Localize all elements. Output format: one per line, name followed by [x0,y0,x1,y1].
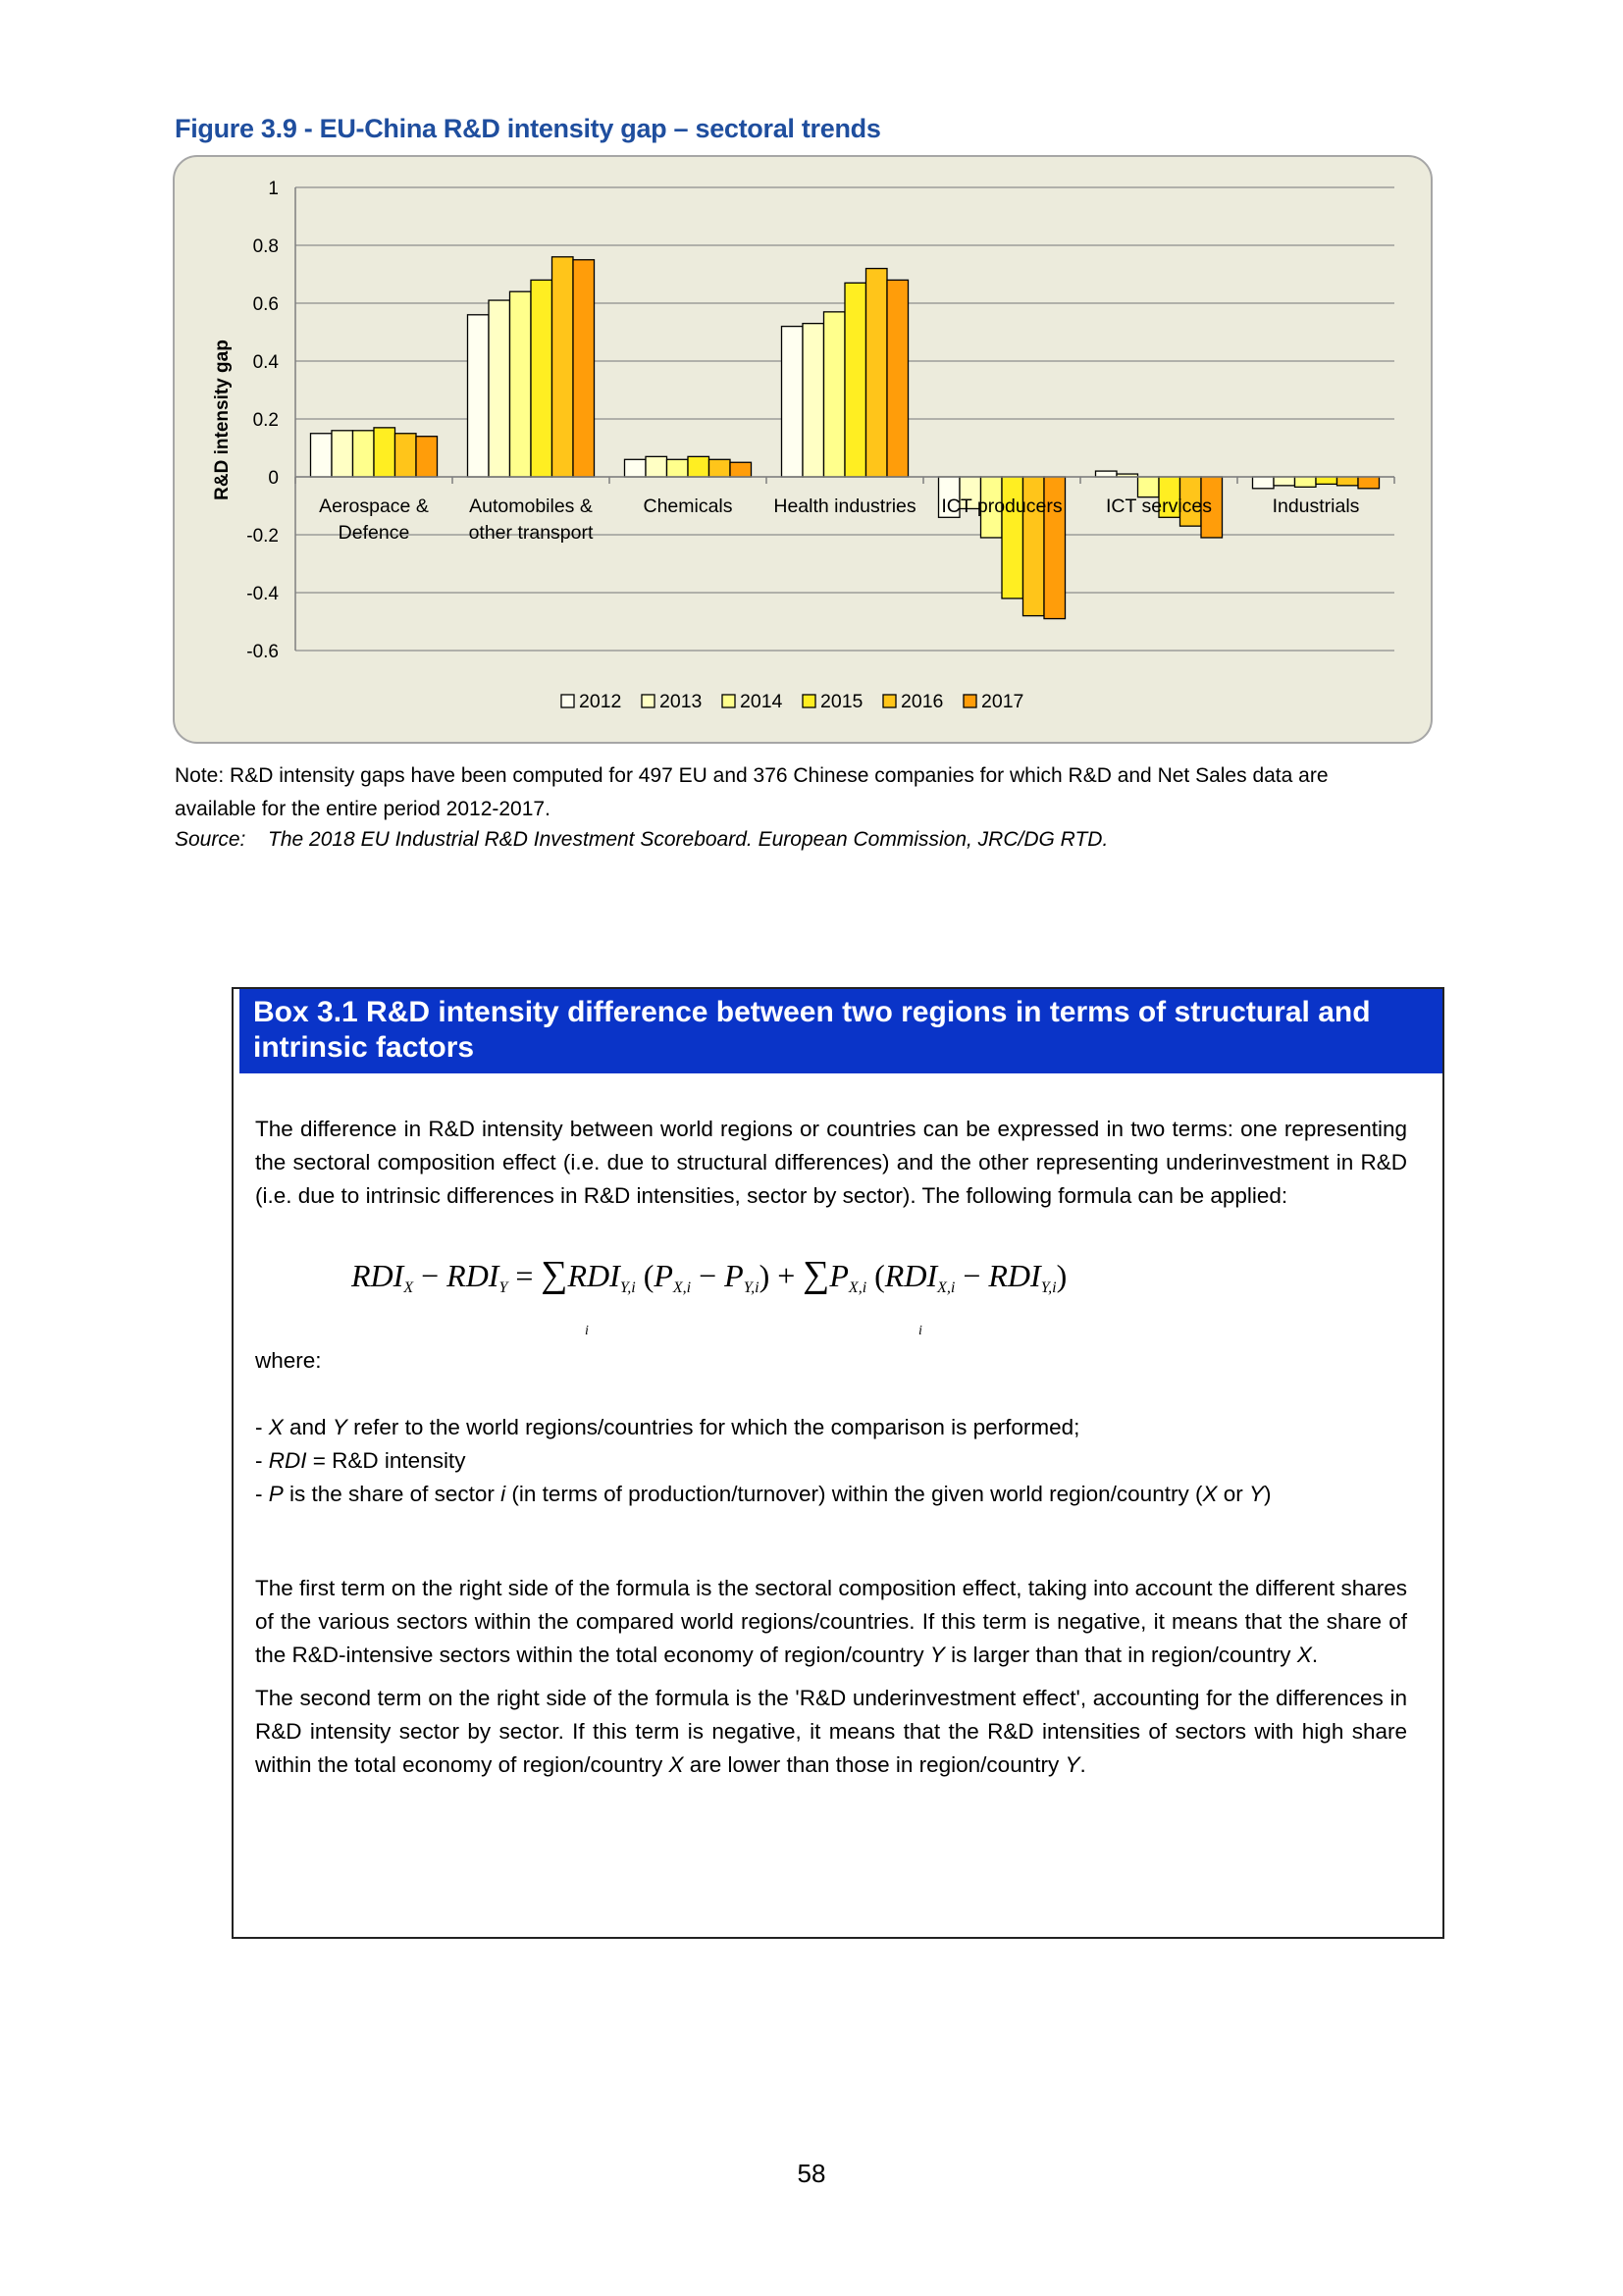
box-intro: The difference in R&D intensity between world regions or countries can be expressed in two terms: one representing the sectoral composition effect (i.e. due to structural differences) and the other representing underinvestment in R&D (i.e. due to intrinsic differences in R&D intensities, sector by sector). The following formula can be applied: [255,1117,1407,1208]
legend-swatch [803,695,815,707]
legend-swatch [722,695,735,707]
sum-index-2: i [918,1324,922,1338]
category-label: Chemicals [643,496,733,517]
category-label: Industrials [1272,496,1360,517]
bar [1295,477,1317,487]
bar [531,280,552,477]
bar [1316,477,1337,484]
bar [1274,477,1295,486]
y-axis-label: R&D intensity gap [212,339,233,500]
figure-source [175,828,1108,852]
bar [646,456,667,477]
category-label: ICT services [1106,496,1212,517]
bar [688,456,709,477]
definition-rdi: - RDI = R&D intensity [255,1448,466,1473]
bar [667,459,689,477]
box-paragraph-2: The second term on the right side of the formula is the 'R&D underinvestment effect', accounting for the differences in R&D intensity sector by sector. If this term is negative, it means that the R&D intensities of sectors with high share within the total economy of region/country X are lower than those in region/country Y. [255,1686,1407,1777]
legend-swatch [642,695,654,707]
bar [332,431,353,477]
y-tick-label: 0.2 [252,410,279,431]
bar [1138,477,1160,497]
legend-label: 2013 [659,691,703,712]
bar [1337,477,1359,486]
source-text: The 2018 EU Industrial R&D Investment Scoreboard. European Commission, JRC/DG RTD. [268,828,1109,851]
category-label: Automobiles & other transport [468,496,594,544]
definition-x-y: - X and Y refer to the world regions/countries for which the comparison is performed; [255,1415,1080,1439]
where-label: where: [255,1348,322,1373]
bar [416,437,438,477]
rd-intensity-gap-chart [173,155,1433,744]
bar [489,300,510,477]
bar [803,324,824,477]
bar [782,327,804,477]
page-number: 58 [797,2159,826,2188]
formula-expression: $RDI_X - RDI_Y = \sum RDI_{Y,i}$ $(P_{X,i} - P_{Y,i}) + \sum P_{X,i}$ $(RDI_{X,i} - RDI_{Y,i})$ [351,1254,1068,1296]
category-label: Aerospace & Defence [319,496,429,544]
legend-label: 2014 [740,691,783,712]
legend-label: 2016 [901,691,944,712]
bar [866,269,888,477]
y-tick-label: 0 [268,468,279,489]
bar [625,459,647,477]
sum-index-1: i [585,1324,589,1338]
legend-label: 2012 [579,691,622,712]
bar [730,462,752,477]
y-tick-label: -0.4 [246,584,279,604]
y-tick-label: -0.6 [246,642,279,662]
bar [573,260,595,477]
legend-label: 2017 [981,691,1024,712]
y-tick-label: 1 [268,179,279,199]
legend-swatch [561,695,574,707]
y-tick-label: 0.4 [252,352,279,373]
legend-swatch [883,695,896,707]
bar [1253,477,1275,489]
bar [824,312,846,477]
box-body [234,1073,1442,1782]
bar [395,434,417,477]
category-label: Health industries [773,496,916,517]
category-label: ICT producers [941,496,1063,517]
box-3-1 [232,987,1444,1939]
legend-swatch [964,695,976,707]
bar [1096,471,1118,477]
bar [374,428,395,477]
rdi-formula [351,1254,1407,1338]
bar [1358,477,1380,489]
bar [353,431,375,477]
bar [709,459,731,477]
box-paragraph-1: The first term on the right side of the formula is the sectoral composition effect, taking into account the different shares of the various sectors within the compared world regions/countries. If this term is negative, it means that the share of the R&D-intensive sectors within the total economy of region/country Y is larger than that in region/country X. [255,1576,1407,1667]
y-tick-label: 0.8 [252,236,279,257]
bar [887,280,909,477]
figure-note: Note: R&D intensity gaps have been computed for 497 EU and 376 Chinese companies for which R&D and Net Sales data are available for the entire period 2012-2017. [175,764,1329,820]
box-title: Box 3.1 R&D intensity difference between two regions in terms of structural and intrinsic factors [236,989,1442,1073]
legend-label: 2015 [820,691,864,712]
figure-title: Figure 3.9 - EU-China R&D intensity gap – sectoral trends [175,114,881,143]
bar [552,257,574,477]
bar [311,434,333,477]
y-tick-label: -0.2 [246,526,279,547]
y-tick-label: 0.6 [252,294,279,315]
definition-p: - P is the share of sector i (in terms of production/turnover) within the given world region/country (X or Y) [255,1482,1272,1506]
source-label: Source: [175,828,246,851]
bar [845,283,866,477]
bar [468,315,490,477]
bar [510,291,532,477]
